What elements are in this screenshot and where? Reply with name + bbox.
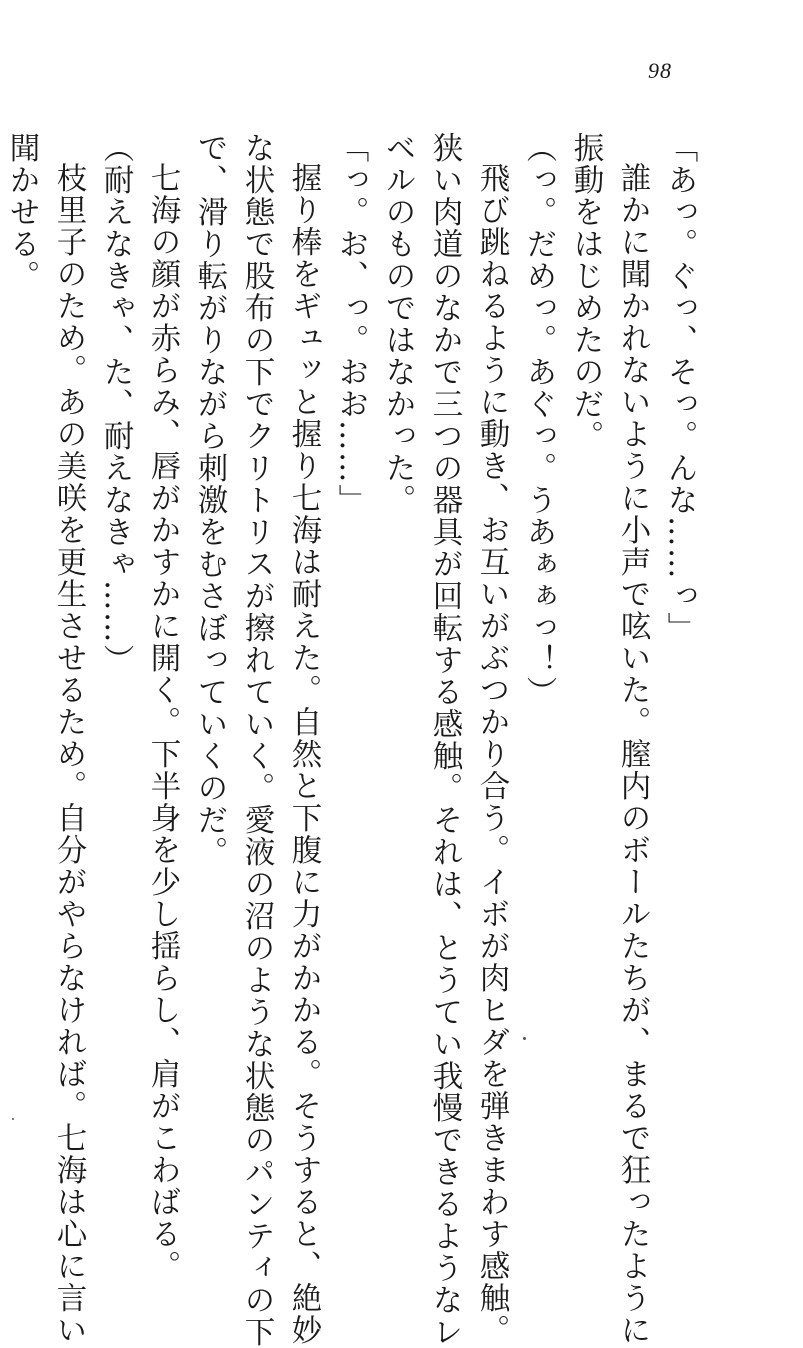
text-line-10: な状態で股布の下でクリトリスが擦れていく。愛液の沼のような状態のパンティの下 <box>239 132 274 1348</box>
scan-speck <box>523 1037 526 1040</box>
body-text <box>0 132 703 1348</box>
text-line-13: （耐えなきゃ、た、耐えなきゃ……） <box>98 132 133 676</box>
page-number: 98 <box>648 58 672 83</box>
text-line-14: 枝里子のため。あの美咲を更生させるため。自分がやらなければ。七海は心に言い <box>51 162 86 1346</box>
text-line-9: 握り棒をギュッと握り七海は耐えた。自然と下腹に力がかかる。そうすると、絶妙 <box>286 162 321 1346</box>
text-line-5: 飛び跳ねるように動き、お互いがぶつかり合う。イボが肉ヒダを弾きまわす感触。 <box>474 162 509 1346</box>
text-line-4: （っ。だめっ。あぐっ。うあぁぁっ！） <box>521 132 556 708</box>
text-line-7: ベルのものではなかった。 <box>380 132 415 516</box>
text-line-2: 誰かに聞かれないように小声で呟いた。膣内のボールたちが、まるで狂ったように <box>615 162 650 1346</box>
text-line-15: 聞かせる。 <box>4 132 39 292</box>
text-line-12: 七海の顔が赤らみ、唇がかすかに開く。下半身を少し揺らし、肩がこわばる。 <box>145 162 180 1282</box>
text-line-6: 狭い肉道のなかで三つの器具が回転する感触。それは、とうてい我慢できるようなレ <box>427 132 462 1348</box>
scan-speck <box>12 1118 14 1120</box>
text-line-8: 「っ。お、っ。おお……」 <box>333 132 368 516</box>
text-line-3: 振動をはじめたのだ。 <box>568 132 603 452</box>
text-line-1: 「あっ。ぐっ、そっ。んな……っ」 <box>662 132 697 644</box>
text-line-11: で、滑り転がりながら刺激をむさぼっていくのだ。 <box>192 132 227 868</box>
